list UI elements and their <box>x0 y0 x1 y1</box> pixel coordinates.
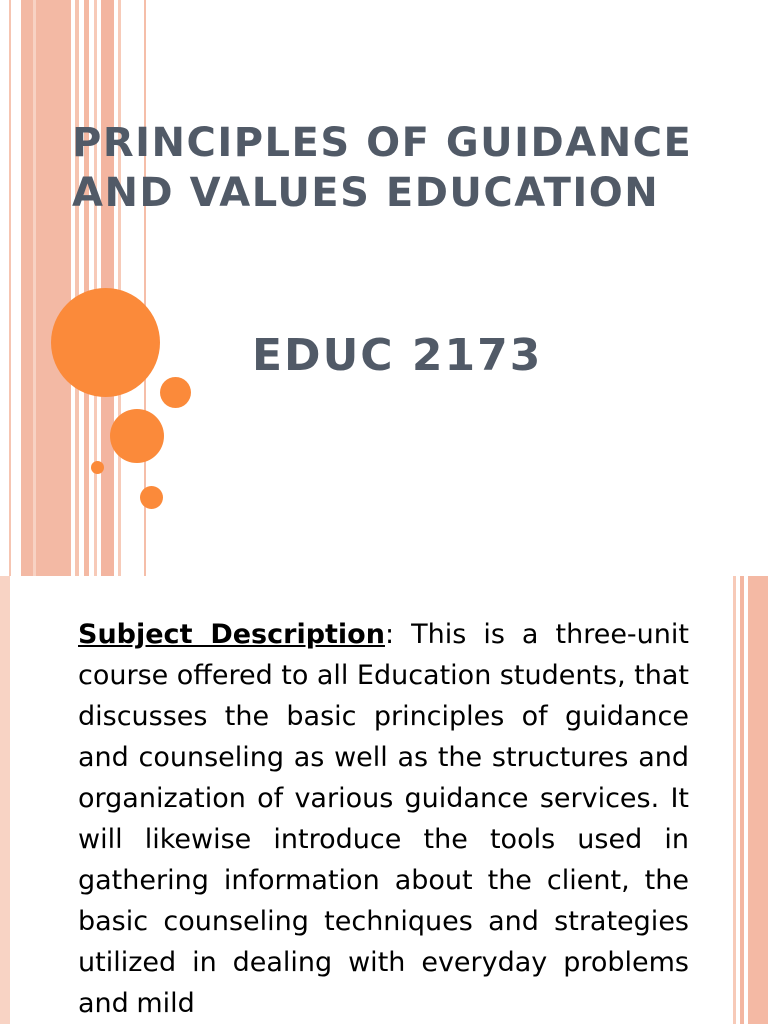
decorative-stripe <box>84 0 89 576</box>
decorative-stripe <box>21 0 71 576</box>
decorative-stripe <box>33 0 36 576</box>
decorative-stripe <box>75 0 79 576</box>
subject-description-body: This is a three-unit course offered to all Education students, that discusses the basic principles of guidance and counseling as well as the structures and organization of various guidance services. It will likewise introduce the tools used in gathering information about the client, the basic counseling techniques and strategies utilized in dealing with everyday problems and mild <box>78 619 689 1019</box>
decorative-circle-small <box>91 461 104 474</box>
decorative-stripe <box>0 576 10 1024</box>
subject-description-label: Subject Description <box>78 619 385 650</box>
decorative-stripe <box>748 576 768 1024</box>
decorative-stripe <box>733 576 736 1024</box>
subject-description <box>78 614 689 1024</box>
decorative-stripe <box>118 0 121 576</box>
course-code: EDUC 2173 <box>252 330 543 381</box>
label-separator: : <box>384 619 395 650</box>
decorative-circle <box>110 409 164 463</box>
slide-title: PRINCIPLES OF GUIDANCE AND VALUES EDUCATION <box>72 120 693 216</box>
decorative-circle <box>140 486 163 509</box>
decorative-circle <box>160 377 191 408</box>
description-slide <box>0 576 768 1024</box>
decorative-stripe <box>9 0 11 576</box>
decorative-stripe <box>740 576 744 1024</box>
decorative-circle-large <box>51 288 160 397</box>
